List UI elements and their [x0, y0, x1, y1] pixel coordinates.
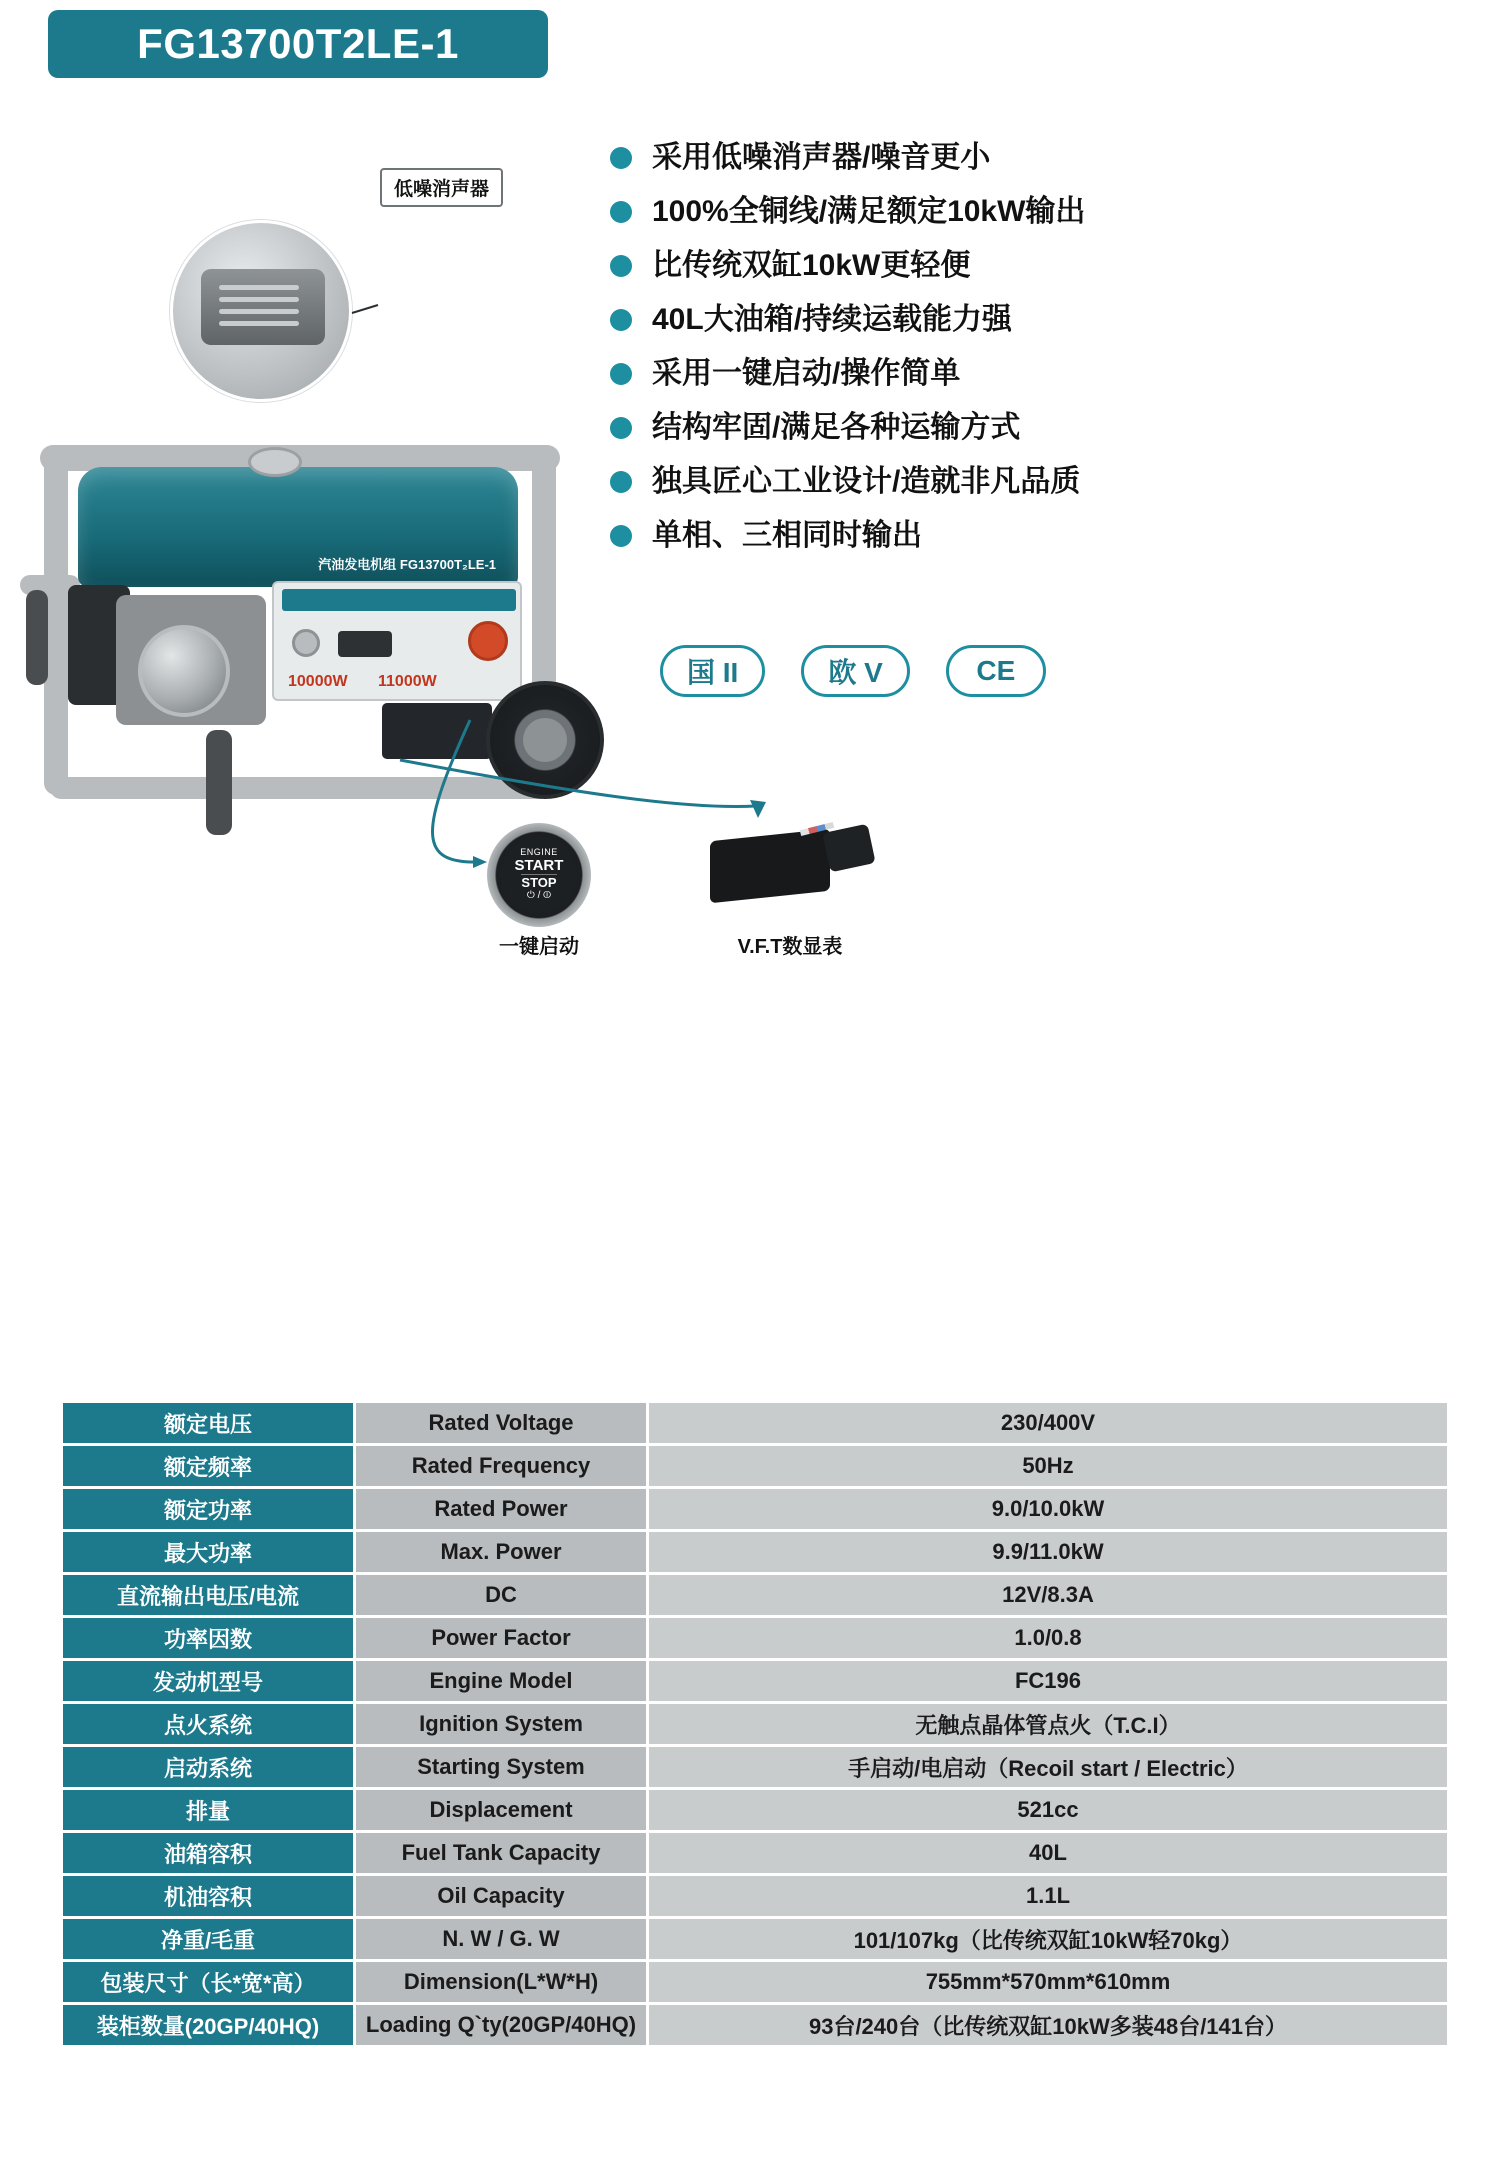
spec-label-cn: 额定频率 — [63, 1446, 353, 1486]
spec-label-cn: 油箱容积 — [63, 1833, 353, 1873]
spec-label-en: Rated Voltage — [356, 1403, 646, 1443]
spec-value: 230/400V — [649, 1403, 1447, 1443]
spec-label-en: Max. Power — [356, 1532, 646, 1572]
spec-value: 12V/8.3A — [649, 1575, 1447, 1615]
spec-label-cn: 功率因数 — [63, 1618, 353, 1658]
feature-item — [610, 140, 1490, 176]
vft-meter-photo — [710, 829, 830, 904]
start-button-face — [501, 837, 577, 913]
spec-label-cn: 点火系统 — [63, 1704, 353, 1744]
bullet-icon — [610, 525, 632, 547]
feature-item — [610, 464, 1490, 500]
generator-illustration — [20, 385, 580, 805]
table-row — [63, 1532, 1447, 1572]
feature-item — [610, 356, 1490, 392]
spec-value: 101/107kg（比传统双缸10kW轻70kg） — [649, 1919, 1447, 1959]
spec-value: 40L — [649, 1833, 1447, 1873]
table-row — [63, 1962, 1447, 2002]
feature-label: 采用一键启动/操作简单 — [652, 357, 961, 390]
muffler-callout-label: 低噪消声器 — [380, 168, 503, 207]
bullet-icon — [610, 471, 632, 493]
table-row — [63, 1876, 1447, 1916]
specification-table — [60, 1400, 1450, 2048]
start-button-caption: 一键启动 — [499, 936, 579, 958]
bullet-icon — [610, 147, 632, 169]
panel-rated-power: 10000W — [288, 673, 348, 690]
tank-label: 汽油发电机组 FG13700T₂LE-1 — [318, 557, 496, 572]
spec-label-en: Starting System — [356, 1747, 646, 1787]
table-row — [63, 1833, 1447, 1873]
spec-label-cn: 机油容积 — [63, 1876, 353, 1916]
spec-value: 50Hz — [649, 1446, 1447, 1486]
spec-value: FC196 — [649, 1661, 1447, 1701]
muffler-fin — [219, 285, 299, 290]
panel-switch-icon — [338, 631, 392, 657]
spec-table-body — [63, 1403, 1447, 2045]
spec-label-en: Displacement — [356, 1790, 646, 1830]
spec-label-cn: 启动系统 — [63, 1747, 353, 1787]
spec-label-en: Rated Frequency — [356, 1446, 646, 1486]
bullet-icon — [610, 201, 632, 223]
spec-label-en: Power Factor — [356, 1618, 646, 1658]
spec-value: 1.0/0.8 — [649, 1618, 1447, 1658]
feature-item — [610, 410, 1490, 446]
table-row — [63, 1618, 1447, 1658]
fuel-cap-icon — [248, 447, 302, 477]
bullet-icon — [610, 255, 632, 277]
cert-badge-euro-v: 欧 V — [801, 645, 909, 697]
bullet-icon — [610, 309, 632, 331]
feature-label: 独具匠心工业设计/造就非凡品质 — [652, 465, 1081, 498]
feature-item — [610, 194, 1490, 230]
spec-value: 9.9/11.0kW — [649, 1532, 1447, 1572]
spec-label-en: Engine Model — [356, 1661, 646, 1701]
muffler-body — [201, 269, 325, 345]
table-row — [63, 1919, 1447, 1959]
start-button-stop-text: STOP — [521, 874, 557, 890]
table-row — [63, 1661, 1447, 1701]
one-key-start-button-photo — [487, 823, 591, 927]
spec-label-cn: 直流输出电压/电流 — [63, 1575, 353, 1615]
spec-label-cn: 额定功率 — [63, 1489, 353, 1529]
muffler-inset-photo — [170, 220, 352, 402]
panel-max-power: 11000W — [378, 673, 437, 690]
wheel-hub — [523, 718, 567, 762]
certification-badges — [660, 645, 1046, 697]
feature-item — [610, 248, 1490, 284]
table-row — [63, 1403, 1447, 1443]
spec-value: 755mm*570mm*610mm — [649, 1962, 1447, 2002]
feature-label: 采用低噪消声器/噪音更小 — [652, 141, 991, 174]
table-row — [63, 1747, 1447, 1787]
spec-label-en: Ignition System — [356, 1704, 646, 1744]
spec-label-en: Oil Capacity — [356, 1876, 646, 1916]
muffler-fin — [219, 309, 299, 314]
feature-label: 单相、三相同时输出 — [652, 519, 922, 552]
cert-badge-china-ii: 国 II — [660, 645, 765, 697]
spec-label-en: DC — [356, 1575, 646, 1615]
spec-label-en: Rated Power — [356, 1489, 646, 1529]
table-row — [63, 1446, 1447, 1486]
panel-knob-icon — [292, 629, 320, 657]
control-panel — [272, 581, 522, 701]
page-title: FG13700T2LE-1 — [137, 20, 459, 67]
table-row — [63, 2005, 1447, 2045]
spec-label-en: N. W / G. W — [356, 1919, 646, 1959]
spec-label-cn: 包装尺寸（长*宽*高） — [63, 1962, 353, 2002]
spec-label-en: Loading Q`ty(20GP/40HQ) — [356, 2005, 646, 2045]
product-title-banner — [48, 10, 548, 78]
frame-bottom-bar — [50, 777, 550, 799]
spec-label-en: Dimension(L*W*H) — [356, 1962, 646, 2002]
panel-strip — [282, 589, 516, 611]
feature-item — [610, 302, 1490, 338]
vft-meter-caption: V.F.T数显表 — [737, 936, 843, 958]
spec-label-cn: 发动机型号 — [63, 1661, 353, 1701]
start-button-start-text: START — [514, 856, 564, 874]
vft-connector-plug — [822, 824, 875, 873]
spec-label-en: Fuel Tank Capacity — [356, 1833, 646, 1873]
feature-list — [610, 140, 1490, 572]
spec-label-cn: 最大功率 — [63, 1532, 353, 1572]
handle-grip-left — [26, 590, 48, 685]
muffler-fin — [219, 297, 299, 302]
feature-label: 结构牢固/满足各种运输方式 — [652, 411, 1021, 444]
feature-item — [610, 518, 1490, 554]
fuel-tank — [78, 467, 518, 587]
spec-label-cn: 装柜数量(20GP/40HQ) — [63, 2005, 353, 2045]
battery-box — [382, 703, 492, 759]
feature-label: 40L大油箱/持续运载能力强 — [652, 303, 1013, 336]
wheel — [486, 681, 604, 799]
table-row — [63, 1575, 1447, 1615]
spec-value: 93台/240台（比传统双缸10kW多装48台/141台） — [649, 2005, 1447, 2045]
spec-value: 1.1L — [649, 1876, 1447, 1916]
handle-grip-lower — [206, 730, 232, 835]
cert-badge-ce: CE — [946, 645, 1046, 697]
feature-label: 比传统双缸10kW更轻便 — [652, 249, 971, 282]
three-phase-socket-icon — [468, 621, 508, 661]
spec-value: 手启动/电启动（Recoil start / Electric） — [649, 1747, 1447, 1787]
table-row — [63, 1790, 1447, 1830]
bullet-icon — [610, 363, 632, 385]
spec-value: 521cc — [649, 1790, 1447, 1830]
table-row — [63, 1489, 1447, 1529]
spec-label-cn: 额定电压 — [63, 1403, 353, 1443]
table-row — [63, 1704, 1447, 1744]
spec-label-cn: 净重/毛重 — [63, 1919, 353, 1959]
spec-value: 9.0/10.0kW — [649, 1489, 1447, 1529]
spec-label-cn: 排量 — [63, 1790, 353, 1830]
muffler-fin — [219, 321, 299, 326]
spec-value: 无触点晶体管点火（T.C.I） — [649, 1704, 1447, 1744]
feature-label: 100%全铜线/满足额定10kW输出 — [652, 195, 1086, 228]
recoil-starter — [138, 625, 230, 717]
start-button-engine-text: ENGINE — [520, 847, 558, 858]
bullet-icon — [610, 417, 632, 439]
power-icon: ⏻ / ⏼ — [526, 890, 552, 902]
